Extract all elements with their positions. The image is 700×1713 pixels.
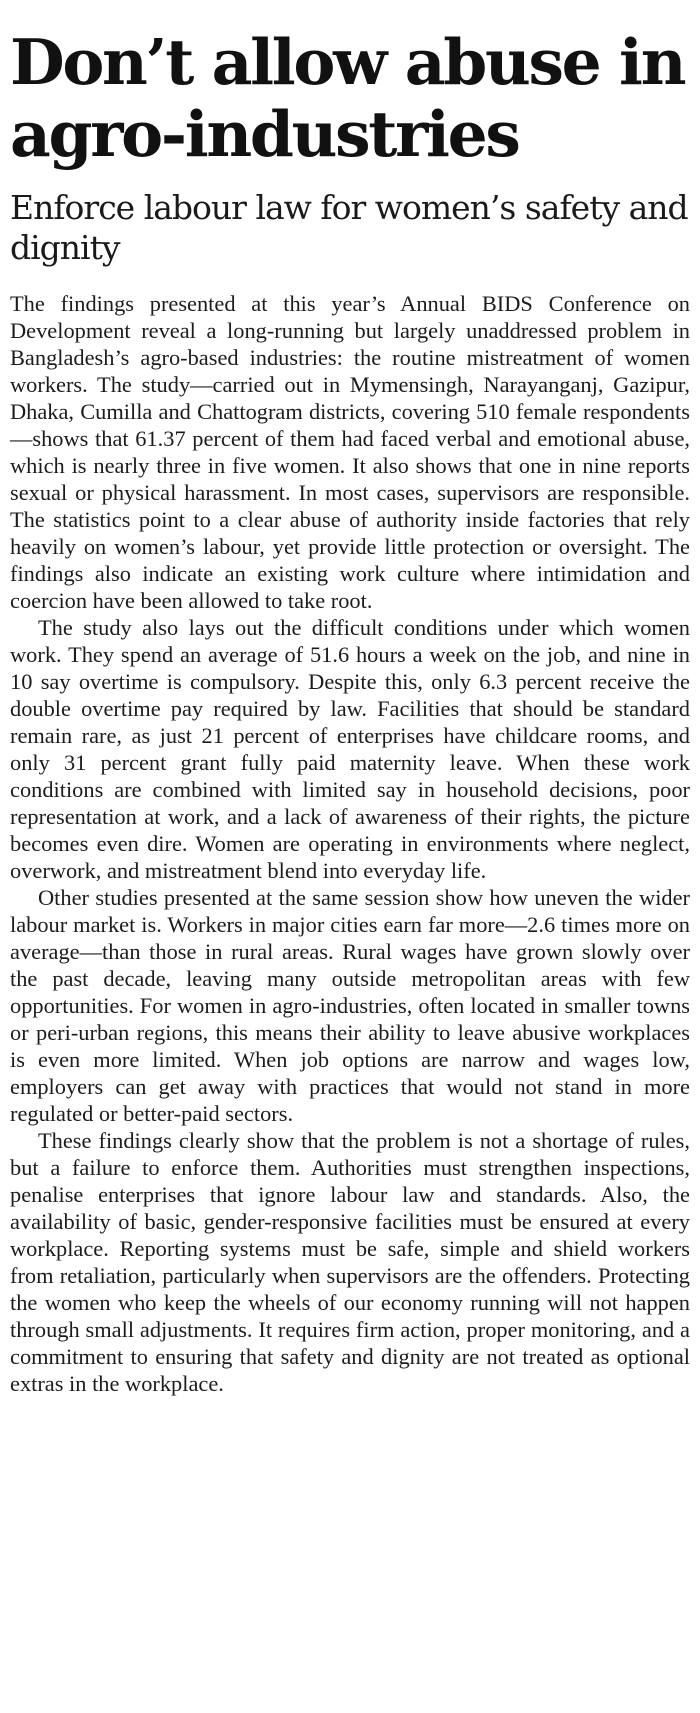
paragraph-3: Other studies presented at the same session show how uneven the wider labour market is. Workers in major cities earn far more—2.6 times more on average—than those in rural areas. Rural wages have grown slowly over the past decade, leaving many outside metropolitan areas with few opportunities. For women in agro-industries, often located in smaller towns or peri-urban regions, this means their ability to leave abusive workplaces is even more limited. When job options are narrow and wages low, employers can get away with practices that would not stand in more regulated or better-paid sectors.: [10, 885, 690, 1126]
article-body: [10, 290, 690, 1397]
paragraph-1: The findings presented at this year’s Annual BIDS Conference on Development reveal a long-running but largely unaddressed problem in Bangladesh’s agro-based industries: the routine mistreatment of women workers. The study—carried out in Mymensingh, Narayanganj, Gazipur, Dhaka, Cumilla and Chattogram districts, covering 510 female respondents—shows that 61.37 percent of them had faced verbal and emotional abuse, which is nearly three in five women. It also shows that one in nine reports sexual or physical harassment. In most cases, supervisors are responsible. The statistics point to a clear abuse of authority inside factories that rely heavily on women’s labour, yet provide little protection or oversight. The findings also indicate an existing work culture where intimidation and coercion have been allowed to take root.: [10, 291, 690, 613]
subheadline: Enforce labour law for women’s safety and dignity: [10, 188, 688, 267]
editorial-article: [10, 0, 690, 1397]
paragraph-2: The study also lays out the difficult conditions under which women work. They spend an average of 51.6 hours a week on the job, and nine in 10 say overtime is compulsory. Despite this, only 6.3 percent receive the double overtime pay required by law. Facilities that should be standard remain rare, as just 21 percent of enterprises have childcare rooms, and only 31 percent grant fully paid maternity leave. When these work conditions are combined with limited say in household decisions, poor representation at work, and a lack of awareness of their rights, the picture becomes even dire. Women are operating in environments where neglect, overwork, and mistreatment blend into everyday life.: [10, 615, 690, 883]
headline: Don’t allow abuse in agro-industries: [10, 25, 685, 171]
paragraph-4: These findings clearly show that the problem is not a shortage of rules, but a failure to enforce them. Authorities must strengthen inspections, penalise enterprises that ignore labour law and standards. Also, the availability of basic, gender-responsive facilities must be ensured at every workplace. Reporting systems must be safe, simple and shield workers from retaliation, particularly when supervisors are the offenders. Protecting the women who keep the wheels of our economy running will not happen through small adjustments. It requires firm action, proper monitoring, and a commitment to ensuring that safety and dignity are not treated as optional extras in the workplace.: [10, 1128, 690, 1396]
